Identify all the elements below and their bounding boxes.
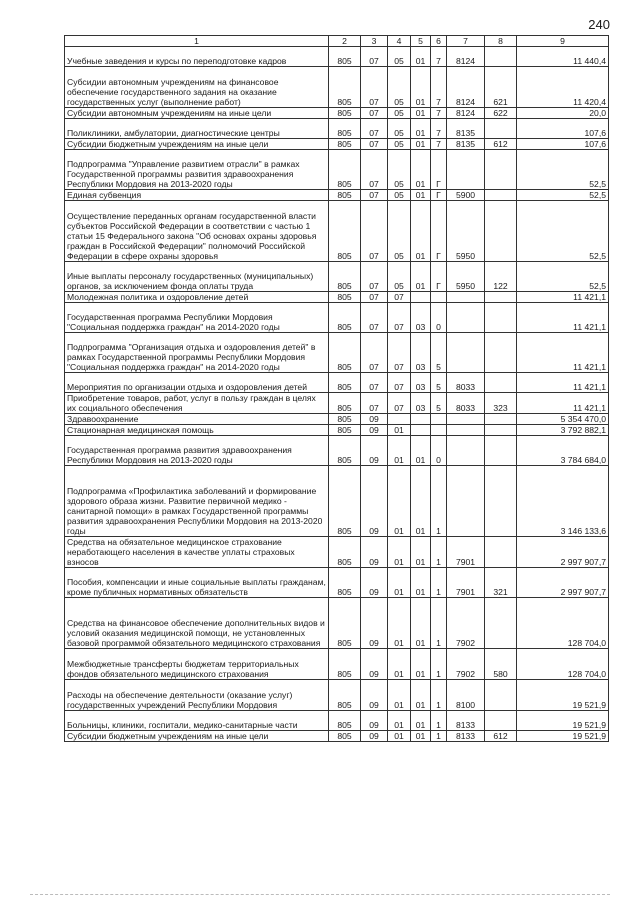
expense-type-cell: 612 xyxy=(485,139,517,150)
expense-type-cell xyxy=(485,150,517,190)
article-cell: 5900 xyxy=(447,190,485,201)
section-cell: 09 xyxy=(361,537,388,568)
grbs-cell: 805 xyxy=(329,119,361,139)
subsection-cell: 07 xyxy=(388,303,411,333)
article-cell: 8124 xyxy=(447,47,485,67)
program-cell: 01 xyxy=(411,436,431,466)
subprogram-cell: 0 xyxy=(431,303,447,333)
grbs-cell: 805 xyxy=(329,649,361,680)
amount-cell: 52,5 xyxy=(517,190,609,201)
program-cell: 01 xyxy=(411,201,431,262)
subsection-cell: 07 xyxy=(388,333,411,373)
article-cell: 5950 xyxy=(447,262,485,292)
grbs-cell: 805 xyxy=(329,67,361,108)
section-cell: 07 xyxy=(361,150,388,190)
table-row xyxy=(65,303,609,333)
grbs-cell: 805 xyxy=(329,139,361,150)
subprogram-cell: 7 xyxy=(431,47,447,67)
name-cell: Подпрограмма "Управление развитием отрасли" в рамках Государственной программы развития здравоохранения Республики Мордовия на 2013-2020 годы xyxy=(65,150,329,190)
amount-cell: 11 440,4 xyxy=(517,47,609,67)
program-cell: 01 xyxy=(411,119,431,139)
grbs-cell: 805 xyxy=(329,731,361,742)
table-row xyxy=(65,598,609,649)
amount-cell: 11 421,1 xyxy=(517,292,609,303)
table-row xyxy=(65,67,609,108)
grbs-cell: 805 xyxy=(329,47,361,67)
section-cell: 07 xyxy=(361,303,388,333)
section-cell: 09 xyxy=(361,414,388,425)
program-cell: 01 xyxy=(411,537,431,568)
amount-cell: 128 704,0 xyxy=(517,649,609,680)
subsection-cell: 05 xyxy=(388,108,411,119)
name-cell: Мероприятия по организации отдыха и оздоровления детей xyxy=(65,373,329,393)
subprogram-cell xyxy=(431,292,447,303)
table-row xyxy=(65,373,609,393)
name-cell: Подпрограмма "Организация отдыха и оздоровления детей" в рамках Государственной программы Республики Мордовия "Социальная поддержка граждан" на 2014-2020 годы xyxy=(65,333,329,373)
header-cell: 5 xyxy=(411,36,431,47)
program-cell: 01 xyxy=(411,67,431,108)
program-cell: 03 xyxy=(411,373,431,393)
expense-type-cell xyxy=(485,425,517,436)
grbs-cell: 805 xyxy=(329,537,361,568)
grbs-cell: 805 xyxy=(329,425,361,436)
header-cell: 1 xyxy=(65,36,329,47)
section-cell: 07 xyxy=(361,119,388,139)
table-row xyxy=(65,262,609,292)
section-cell: 07 xyxy=(361,393,388,414)
table-row xyxy=(65,190,609,201)
article-cell: 5950 xyxy=(447,201,485,262)
subprogram-cell: 1 xyxy=(431,466,447,537)
article-cell: 8133 xyxy=(447,731,485,742)
expense-type-cell xyxy=(485,436,517,466)
amount-cell: 5 354 470,0 xyxy=(517,414,609,425)
article-cell: 7901 xyxy=(447,537,485,568)
article-cell xyxy=(447,436,485,466)
subsection-cell: 07 xyxy=(388,292,411,303)
section-cell: 09 xyxy=(361,711,388,731)
subsection-cell xyxy=(388,414,411,425)
subsection-cell: 01 xyxy=(388,649,411,680)
grbs-cell: 805 xyxy=(329,333,361,373)
table-row xyxy=(65,731,609,742)
subprogram-cell: 1 xyxy=(431,649,447,680)
article-cell: 7901 xyxy=(447,568,485,598)
expense-type-cell xyxy=(485,680,517,711)
name-cell: Субсидии автономным учреждениям на финансовое обеспечение государственного задания на оказание государственных услуг (выполнение работ) xyxy=(65,67,329,108)
grbs-cell: 805 xyxy=(329,108,361,119)
amount-cell: 11 421,1 xyxy=(517,333,609,373)
subprogram-cell xyxy=(431,425,447,436)
amount-cell: 3 792 882,1 xyxy=(517,425,609,436)
program-cell: 01 xyxy=(411,466,431,537)
subprogram-cell: Г xyxy=(431,190,447,201)
subsection-cell: 05 xyxy=(388,190,411,201)
table-header-row xyxy=(65,36,609,47)
section-cell: 07 xyxy=(361,108,388,119)
article-cell: 8033 xyxy=(447,393,485,414)
grbs-cell: 805 xyxy=(329,201,361,262)
program-cell: 01 xyxy=(411,711,431,731)
article-cell: 8100 xyxy=(447,680,485,711)
subprogram-cell: 7 xyxy=(431,119,447,139)
expense-type-cell xyxy=(485,333,517,373)
header-cell: 3 xyxy=(361,36,388,47)
table-body xyxy=(65,47,609,742)
article-cell: 7902 xyxy=(447,598,485,649)
table-row xyxy=(65,466,609,537)
name-cell: Субсидии бюджетным учреждениям на иные цели xyxy=(65,731,329,742)
grbs-cell: 805 xyxy=(329,393,361,414)
program-cell: 01 xyxy=(411,568,431,598)
section-cell: 09 xyxy=(361,466,388,537)
section-cell: 09 xyxy=(361,425,388,436)
section-cell: 09 xyxy=(361,649,388,680)
amount-cell: 19 521,9 xyxy=(517,731,609,742)
article-cell: 7902 xyxy=(447,649,485,680)
program-cell: 01 xyxy=(411,680,431,711)
section-cell: 07 xyxy=(361,262,388,292)
subprogram-cell: 5 xyxy=(431,333,447,373)
name-cell: Приобретение товаров, работ, услуг в пользу граждан в целях их социального обеспечения xyxy=(65,393,329,414)
amount-cell: 128 704,0 xyxy=(517,598,609,649)
grbs-cell: 805 xyxy=(329,292,361,303)
table-row xyxy=(65,436,609,466)
name-cell: Больницы, клиники, госпитали, медико-санитарные части xyxy=(65,711,329,731)
name-cell: Осуществление переданных органам государственной власти субъектов Российской Федерации в соответствии с частью 1 статьи 15 Федерального закона "Об основах охраны здоровья граждан в Российской Федерации" полномочий Российской Федерации в сфере охраны здоровья xyxy=(65,201,329,262)
name-cell: Единая субвенция xyxy=(65,190,329,201)
name-cell: Здравоохранение xyxy=(65,414,329,425)
table-row xyxy=(65,680,609,711)
article-cell: 8135 xyxy=(447,139,485,150)
grbs-cell: 805 xyxy=(329,373,361,393)
table-row xyxy=(65,425,609,436)
name-cell: Средства на обязательное медицинское страхование неработающего населения в качестве уплаты страховых взносов xyxy=(65,537,329,568)
table-row xyxy=(65,47,609,67)
subsection-cell: 05 xyxy=(388,67,411,108)
name-cell: Подпрограмма «Профилактика заболеваний и формирование здорового образа жизни. Развитие первичной медико - санитарной помощи» в рамках Государственной программы развития здравоохранения Республики Мордовия на 2013-2020 годы xyxy=(65,466,329,537)
header-cell: 2 xyxy=(329,36,361,47)
subsection-cell: 05 xyxy=(388,201,411,262)
expense-type-cell xyxy=(485,303,517,333)
program-cell: 01 xyxy=(411,150,431,190)
amount-cell: 2 997 907,7 xyxy=(517,568,609,598)
subprogram-cell: 0 xyxy=(431,436,447,466)
article-cell: 8133 xyxy=(447,711,485,731)
subsection-cell: 07 xyxy=(388,393,411,414)
subprogram-cell: 5 xyxy=(431,373,447,393)
grbs-cell: 805 xyxy=(329,262,361,292)
expense-type-cell: 122 xyxy=(485,262,517,292)
subprogram-cell: Г xyxy=(431,150,447,190)
article-cell xyxy=(447,333,485,373)
amount-cell: 52,5 xyxy=(517,150,609,190)
amount-cell: 19 521,9 xyxy=(517,711,609,731)
table-row xyxy=(65,537,609,568)
name-cell: Средства на финансовое обеспечение дополнительных видов и условий оказания медицинской помощи, не установленных базовой программой обязательного медицинского страхования xyxy=(65,598,329,649)
table-row xyxy=(65,119,609,139)
table-row xyxy=(65,711,609,731)
program-cell xyxy=(411,425,431,436)
subprogram-cell: 7 xyxy=(431,67,447,108)
expense-type-cell: 321 xyxy=(485,568,517,598)
subsection-cell: 01 xyxy=(388,731,411,742)
program-cell xyxy=(411,292,431,303)
subsection-cell: 01 xyxy=(388,680,411,711)
subprogram-cell: Г xyxy=(431,201,447,262)
subsection-cell: 05 xyxy=(388,47,411,67)
section-cell: 07 xyxy=(361,373,388,393)
section-cell: 09 xyxy=(361,598,388,649)
article-cell: 8135 xyxy=(447,119,485,139)
amount-cell: 20,0 xyxy=(517,108,609,119)
grbs-cell: 805 xyxy=(329,568,361,598)
subprogram-cell: 5 xyxy=(431,393,447,414)
subprogram-cell: 7 xyxy=(431,139,447,150)
article-cell xyxy=(447,150,485,190)
expense-type-cell xyxy=(485,119,517,139)
subsection-cell: 01 xyxy=(388,598,411,649)
name-cell: Межбюджетные трансферты бюджетам территориальных фондов обязательного медицинского страхования xyxy=(65,649,329,680)
section-cell: 09 xyxy=(361,680,388,711)
expense-type-cell: 612 xyxy=(485,731,517,742)
name-cell: Субсидии бюджетным учреждениям на иные цели xyxy=(65,139,329,150)
name-cell: Стационарная медицинская помощь xyxy=(65,425,329,436)
header-cell: 9 xyxy=(517,36,609,47)
program-cell xyxy=(411,414,431,425)
grbs-cell: 805 xyxy=(329,711,361,731)
expense-type-cell xyxy=(485,598,517,649)
name-cell: Учебные заведения и курсы по переподготовке кадров xyxy=(65,47,329,67)
table-row xyxy=(65,393,609,414)
table-row xyxy=(65,414,609,425)
program-cell: 01 xyxy=(411,108,431,119)
expense-type-cell: 622 xyxy=(485,108,517,119)
subsection-cell: 05 xyxy=(388,150,411,190)
subprogram-cell: 1 xyxy=(431,598,447,649)
expense-type-cell xyxy=(485,373,517,393)
subprogram-cell: 1 xyxy=(431,680,447,711)
section-cell: 07 xyxy=(361,201,388,262)
subprogram-cell: 1 xyxy=(431,731,447,742)
amount-cell: 3 146 133,6 xyxy=(517,466,609,537)
expense-type-cell: 580 xyxy=(485,649,517,680)
article-cell xyxy=(447,425,485,436)
subsection-cell: 01 xyxy=(388,711,411,731)
grbs-cell: 805 xyxy=(329,190,361,201)
header-cell: 6 xyxy=(431,36,447,47)
amount-cell: 2 997 907,7 xyxy=(517,537,609,568)
name-cell: Субсидии автономным учреждениям на иные цели xyxy=(65,108,329,119)
article-cell xyxy=(447,466,485,537)
amount-cell: 11 420,4 xyxy=(517,67,609,108)
grbs-cell: 805 xyxy=(329,436,361,466)
subsection-cell: 01 xyxy=(388,537,411,568)
expense-type-cell: 621 xyxy=(485,67,517,108)
amount-cell: 3 784 684,0 xyxy=(517,436,609,466)
subprogram-cell xyxy=(431,414,447,425)
amount-cell: 107,6 xyxy=(517,139,609,150)
subprogram-cell: 7 xyxy=(431,108,447,119)
article-cell: 8124 xyxy=(447,108,485,119)
subsection-cell: 01 xyxy=(388,436,411,466)
section-cell: 07 xyxy=(361,190,388,201)
budget-table xyxy=(64,35,609,742)
program-cell: 01 xyxy=(411,262,431,292)
expense-type-cell xyxy=(485,711,517,731)
subsection-cell: 07 xyxy=(388,373,411,393)
subsection-cell: 01 xyxy=(388,568,411,598)
grbs-cell: 805 xyxy=(329,303,361,333)
article-cell xyxy=(447,303,485,333)
section-cell: 07 xyxy=(361,139,388,150)
table-row xyxy=(65,150,609,190)
section-cell: 07 xyxy=(361,292,388,303)
grbs-cell: 805 xyxy=(329,598,361,649)
name-cell: Иные выплаты персоналу государственных (муниципальных) органов, за исключением фонда оплаты труда xyxy=(65,262,329,292)
program-cell: 01 xyxy=(411,47,431,67)
subsection-cell: 05 xyxy=(388,139,411,150)
grbs-cell: 805 xyxy=(329,680,361,711)
program-cell: 01 xyxy=(411,731,431,742)
section-cell: 07 xyxy=(361,67,388,108)
subprogram-cell: 1 xyxy=(431,537,447,568)
expense-type-cell xyxy=(485,466,517,537)
name-cell: Расходы на обеспечение деятельности (оказание услуг) государственных учреждений Республики Мордовия xyxy=(65,680,329,711)
article-cell: 8124 xyxy=(447,67,485,108)
section-cell: 09 xyxy=(361,436,388,466)
subsection-cell: 01 xyxy=(388,466,411,537)
program-cell: 03 xyxy=(411,333,431,373)
program-cell: 01 xyxy=(411,190,431,201)
subprogram-cell: 1 xyxy=(431,568,447,598)
expense-type-cell xyxy=(485,292,517,303)
subsection-cell: 01 xyxy=(388,425,411,436)
name-cell: Государственная программа Республики Мордовия "Социальная поддержка граждан" на 2014-2020 годы xyxy=(65,303,329,333)
program-cell: 01 xyxy=(411,649,431,680)
grbs-cell: 805 xyxy=(329,150,361,190)
name-cell: Государственная программа развития здравоохранения Республики Мордовия на 2013-2020 годы xyxy=(65,436,329,466)
amount-cell: 52,5 xyxy=(517,201,609,262)
table-row xyxy=(65,292,609,303)
subsection-cell: 05 xyxy=(388,262,411,292)
name-cell: Пособия, компенсации и иные социальные выплаты гражданам, кроме публичных нормативных обязательств xyxy=(65,568,329,598)
expense-type-cell: 323 xyxy=(485,393,517,414)
section-cell: 09 xyxy=(361,568,388,598)
article-cell xyxy=(447,414,485,425)
amount-cell: 52,5 xyxy=(517,262,609,292)
grbs-cell: 805 xyxy=(329,414,361,425)
expense-type-cell xyxy=(485,537,517,568)
subprogram-cell: Г xyxy=(431,262,447,292)
amount-cell: 19 521,9 xyxy=(517,680,609,711)
amount-cell: 107,6 xyxy=(517,119,609,139)
header-cell: 7 xyxy=(447,36,485,47)
program-cell: 03 xyxy=(411,393,431,414)
amount-cell: 11 421,1 xyxy=(517,393,609,414)
table-row xyxy=(65,139,609,150)
table-row xyxy=(65,649,609,680)
name-cell: Поликлиники, амбулатории, диагностические центры xyxy=(65,119,329,139)
subsection-cell: 05 xyxy=(388,119,411,139)
bottom-scan-edge xyxy=(30,894,610,895)
header-cell: 8 xyxy=(485,36,517,47)
page-number: 240 xyxy=(588,17,610,32)
program-cell: 01 xyxy=(411,598,431,649)
article-cell xyxy=(447,292,485,303)
header-cell: 4 xyxy=(388,36,411,47)
grbs-cell: 805 xyxy=(329,466,361,537)
table-row xyxy=(65,333,609,373)
table-row xyxy=(65,201,609,262)
section-cell: 09 xyxy=(361,731,388,742)
section-cell: 07 xyxy=(361,333,388,373)
expense-type-cell xyxy=(485,47,517,67)
table-row xyxy=(65,108,609,119)
table-row xyxy=(65,568,609,598)
expense-type-cell xyxy=(485,190,517,201)
expense-type-cell xyxy=(485,414,517,425)
name-cell: Молодежная политика и оздоровление детей xyxy=(65,292,329,303)
subprogram-cell: 1 xyxy=(431,711,447,731)
program-cell: 01 xyxy=(411,139,431,150)
section-cell: 07 xyxy=(361,47,388,67)
amount-cell: 11 421,1 xyxy=(517,373,609,393)
expense-type-cell xyxy=(485,201,517,262)
article-cell: 8033 xyxy=(447,373,485,393)
amount-cell: 11 421,1 xyxy=(517,303,609,333)
program-cell: 03 xyxy=(411,303,431,333)
